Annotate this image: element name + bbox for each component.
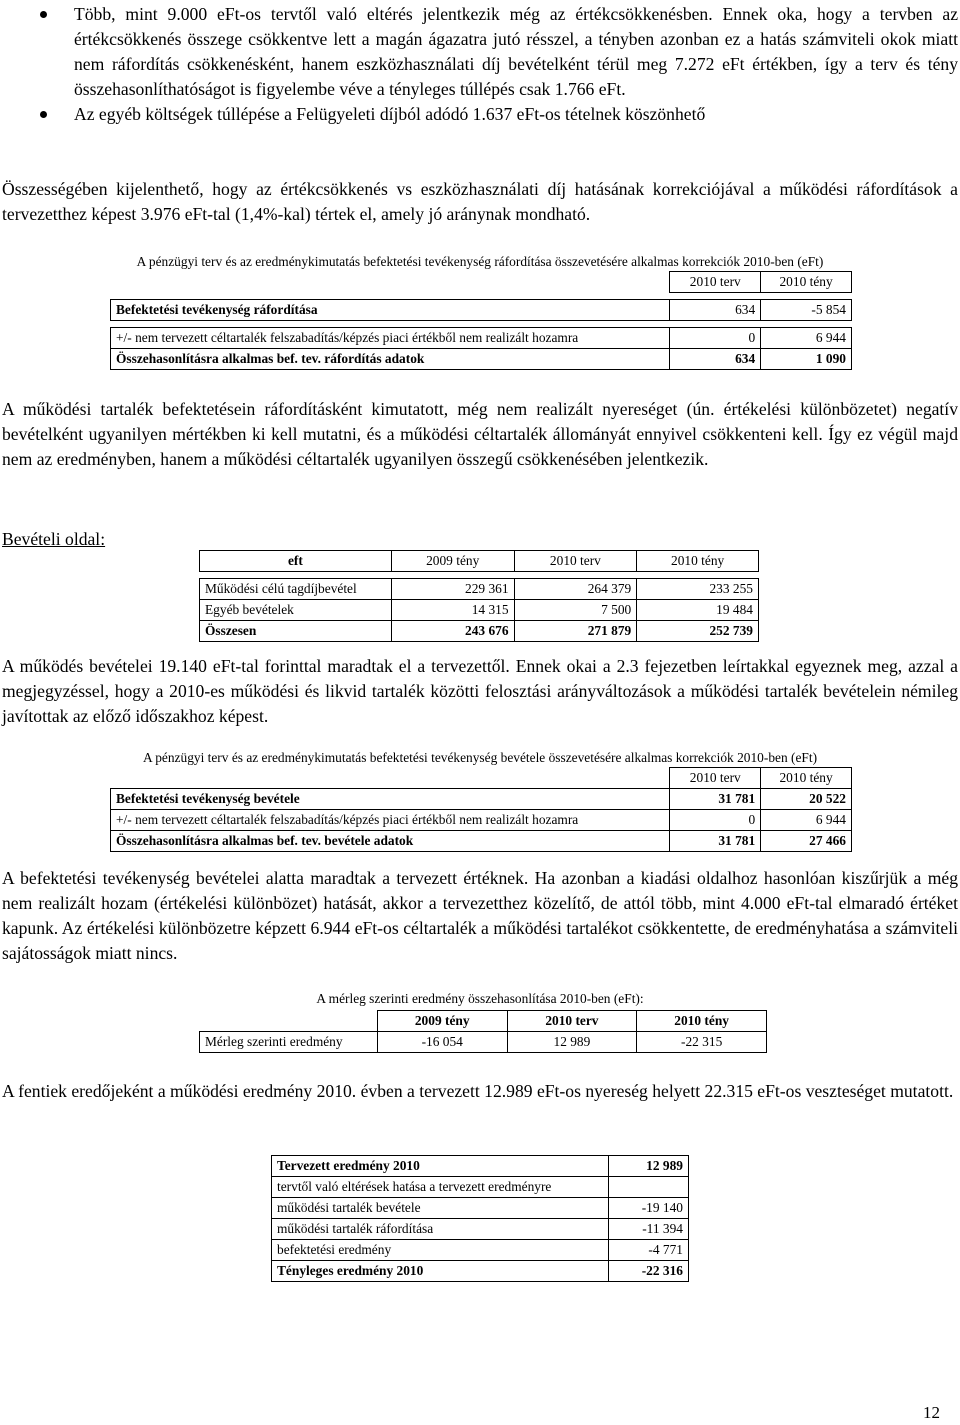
table1-header: 2010 tény [761, 272, 852, 293]
table-row: Befektetési tevékenység ráfordítása 634 -5 854 [111, 300, 852, 321]
paragraph-reserve: A működési tartalék befektetésein ráfordításként kimutatott, még nem realizált nyereséget (ún. értékelési különbözetet) negatív bevételként ugyanilyen mértékben ki kell mutatni, és a működési céltartalék állományát ennyivel csökkenteni kell. Így ez végül majd nem az eredményben, hanem a működési céltartalék ugyanilyen összegű csökkenésében jelentkezik. [2, 399, 958, 469]
table-header-row: 2009 tény 2010 terv 2010 tény [200, 1011, 767, 1032]
table-result-breakdown [271, 1155, 689, 1282]
table-revenue [199, 550, 759, 642]
table-row: Befektetési tevékenység bevétele 31 781 20 522 [111, 789, 852, 810]
table4-caption: A mérleg szerinti eredmény összehasonlítása 2010-ben (eFt): [316, 991, 644, 1006]
table-row: Működési célú tagdíjbevétel 229 361 264 379 233 255 [200, 579, 759, 600]
section-heading-revenue: Bevételi oldal: [2, 529, 106, 549]
table1-header: 2010 terv [670, 272, 761, 293]
table-investment-revenue [110, 767, 852, 852]
table-row: Mérleg szerinti eredmény -16 054 12 989 -22 315 [200, 1032, 767, 1053]
table3-caption: A pénzügyi terv és az eredménykimutatás befektetési tevékenység bevétele összevetésére alkalmas korrekciók 2010-ben (eFt) [142, 750, 818, 765]
bullet-list [40, 2, 958, 127]
table-balance-result [199, 1010, 767, 1053]
table-row: Tervezett eredmény 2010 12 989 [272, 1156, 689, 1177]
paragraph-result: A fentiek eredőjeként a működési eredmény 2010. évben a tervezett 12.989 eFt-os nyereség helyett 22.315 eFt-os veszteséget mutatott. [2, 1081, 954, 1101]
bullet-item: Az egyéb költségek túllépése a Felügyeleti díjból adódó 1.637 eFt-os tételnek köszönhető [40, 102, 958, 127]
table-row: működési tartalék bevétele -19 140 [272, 1198, 689, 1219]
table3-header: 2010 tény [761, 768, 852, 789]
paragraph-investment: A befektetési tevékenység bevételei alatta maradtak a tervezett értéknek. Ha azonban a kiadási oldalhoz hasonlóan kiszűrjük a még nem realizált hozam (értékelési különbözet) hatását, akkor a tervezetthez közelítő, de attól több, mint 4.000 eFt-tal elmaradó értéket kapunk. Az értékelési különbözetre képzett 6.944 eFt-os céltartalék a működési tartalékot csökkentette, de eredményhatása a számviteli sajátosságok miatt nincs. [2, 868, 958, 963]
table-row: Összehasonlításra alkalmas bef. tev. bevétele adatok 31 781 27 466 [111, 831, 852, 852]
bullet-item: Több, mint 9.000 eFt-os tervtől való eltérés jelentkezik még az értékcsökkenésben. Ennek oka, hogy a tervben az értékcsökkenés összege csökkentve lett a magán ágazatra jutó résszel, a tényben azonban ez a hatás számviteli okok miatt nem ráfordítás csökkenésként, hanem eszközhasználati díj bevételként térül meg 7.272 eFt értékben, így a terv és tény összehasonlíthatóságot is figyelembe véve a tényleges túllépés csak 1.766 eFt. [40, 2, 958, 102]
page-number: 12 [923, 1403, 940, 1422]
table-row: működési tartalék ráfordítása -11 394 [272, 1219, 689, 1240]
paragraph-summary: Összességében kijelenthető, hogy az értékcsökkenés vs eszközhasználati díj hatásának korrekciójával a működési ráfordítások a tervezetthez képest 3.976 eFt-tal (1,4%-kal) tértek el, amely jó aránynak mondható. [2, 179, 958, 224]
table-row: +/- nem tervezett céltartalék felszabadítás/képzés piaci értékből nem realizált hozamra 0 6 944 [111, 328, 852, 349]
table1-caption: A pénzügyi terv és az eredménykimutatás befektetési tevékenység ráfordítása összevetésére alkalmas korrekciók 2010-ben (eFt) [136, 254, 824, 269]
table-row: befektetési eredmény -4 771 [272, 1240, 689, 1261]
paragraph-revenue: A működés bevételei 19.140 eFt-tal forinttal maradtak el a tervezettől. Ennek okai a 2.3 fejezetben leírtakkal egyeznek meg, azzal a megjegyzéssel, hogy a 2010-es működési és likvid tartalék közötti felosztási arányváltozások a működési tartalék bevételein némileg javítottak az előző időszakhoz képest. [2, 656, 958, 726]
table3-header: 2010 terv [670, 768, 761, 789]
table-row: +/- nem tervezett céltartalék felszabadítás/képzés piaci értékből nem realizált hozamra 0 6 944 [111, 810, 852, 831]
table-row: Összehasonlításra alkalmas bef. tev. ráfordítás adatok 634 1 090 [111, 349, 852, 370]
table-header-row: eft 2009 tény 2010 terv 2010 tény [200, 551, 759, 572]
table-investment-expense [110, 271, 852, 370]
table-row: Egyéb bevételek 14 315 7 500 19 484 [200, 600, 759, 621]
table-row: tervtől való eltérések hatása a tervezett eredményre [272, 1177, 689, 1198]
table-row: Tényleges eredmény 2010 -22 316 [272, 1261, 689, 1282]
table-row: Összesen 243 676 271 879 252 739 [200, 621, 759, 642]
